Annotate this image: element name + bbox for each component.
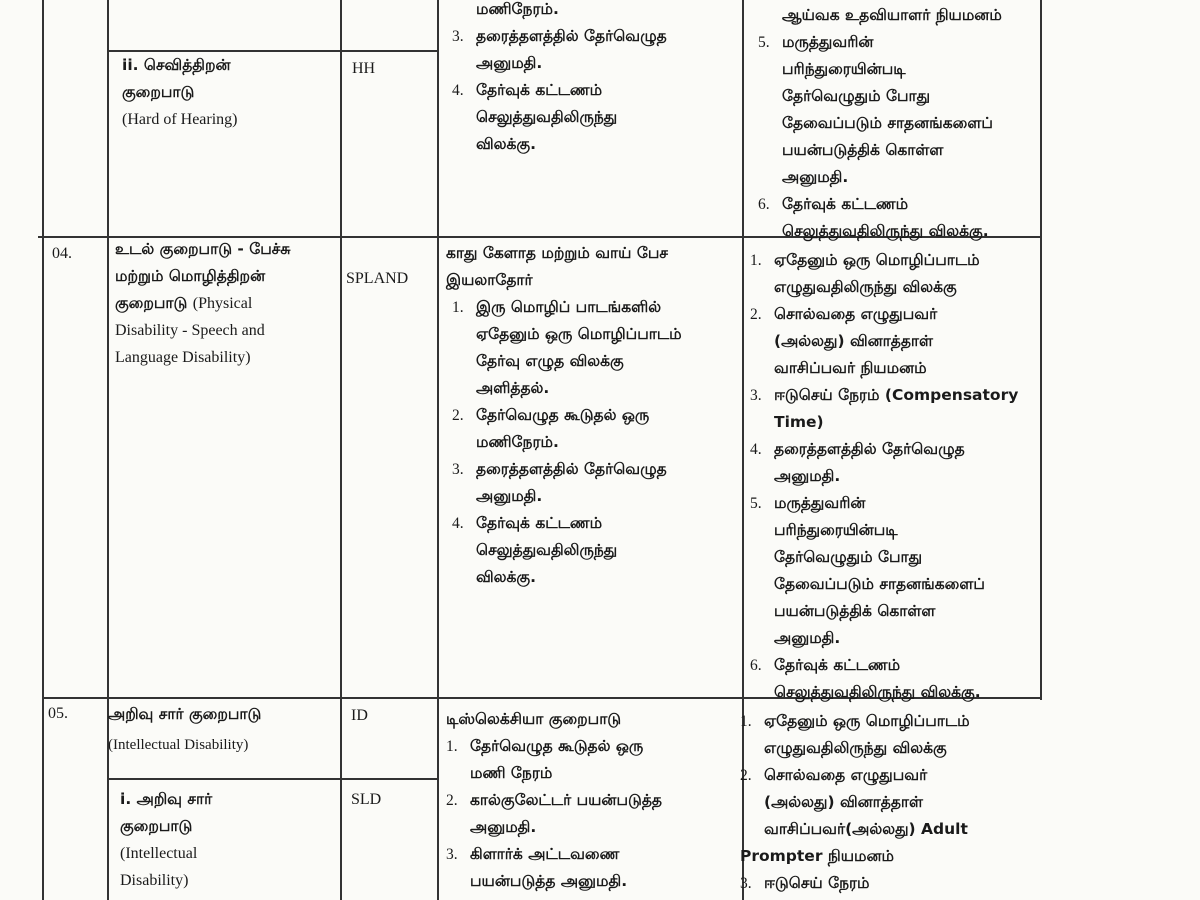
relief-line: ஆய்வக உதவியாளர் நியமனம் xyxy=(782,6,1002,24)
item-text: தேர்வுக் கட்டணம் செலுத்துவதிலிருந்து விலக்கு. xyxy=(774,656,981,701)
item-text: தரைத்தளத்தில் தேர்வெழுத அனுமதி. xyxy=(476,460,667,505)
item-number: 1. xyxy=(750,252,762,269)
col-divider xyxy=(340,0,342,900)
relief-item xyxy=(452,456,738,510)
relief-item xyxy=(740,762,1040,843)
hh-code: HH xyxy=(352,60,376,77)
col-divider xyxy=(437,0,439,900)
label-english: (Intellectual Disability) xyxy=(120,845,198,889)
item-number: 2. xyxy=(750,306,762,323)
relief-item xyxy=(750,301,1040,382)
item-text: தேர்வுக் கட்டணம் செலுத்துவதிலிருந்து விலக்கு. xyxy=(782,195,989,240)
item-number: 3. xyxy=(446,846,458,863)
relief-item xyxy=(750,490,1040,652)
relief-item xyxy=(446,841,716,895)
relief-item xyxy=(758,29,1043,191)
item-number: 3. xyxy=(740,875,752,892)
item-number: 6. xyxy=(750,657,762,674)
relief-item xyxy=(740,870,1040,897)
item-text: மருத்துவரின் பரிந்துரையின்படி தேர்வெழுதும் போது தேவைப்படும் சாதனங்களைப் பயன்படுத்திக் கொள்ள அனுமதி. xyxy=(782,33,993,186)
item-number: 3. xyxy=(452,461,464,478)
item-number: 3. xyxy=(452,28,464,45)
sld-code: SLD xyxy=(351,791,382,808)
relief-item xyxy=(452,402,738,456)
item-text: தேர்வுக் கட்டணம் செலுத்துவதிலிருந்து விலக்கு. xyxy=(476,514,618,586)
item-number: 3. xyxy=(750,387,762,404)
relief-line: Prompter நியமனம் xyxy=(740,847,894,865)
col-divider xyxy=(107,0,109,900)
row-number: 04. xyxy=(52,245,72,262)
relief-item xyxy=(446,733,716,787)
relief-item xyxy=(452,510,738,591)
row05-label xyxy=(108,701,261,759)
relief-item xyxy=(446,787,716,841)
item-text: மருத்துவரின் பரிந்துரையின்படி தேர்வெழுதும் போது தேவைப்படும் சாதனங்களைப் பயன்படுத்திக் கொள்ள அனுமதி. xyxy=(774,494,985,647)
row04-label xyxy=(115,236,340,371)
row05-reliefs xyxy=(446,706,716,895)
hh-label xyxy=(122,52,238,133)
item-number: 1. xyxy=(740,713,752,730)
item-number: 4. xyxy=(750,441,762,458)
row05-reliefs-2 xyxy=(740,708,1040,897)
label-english: (Hard of Hearing) xyxy=(122,111,238,128)
sld-label xyxy=(120,786,212,894)
item-text: சொல்வதை எழுதுபவர் (அல்லது) வினாத்தாள் வாசிப்பவர்(அல்லது) Adult xyxy=(764,766,968,838)
row04-code: SPLAND xyxy=(346,270,409,287)
top-reliefs xyxy=(452,0,737,158)
relief-heading: டிஸ்லெக்சியா குறைபாடு xyxy=(446,710,622,728)
item-number: 1. xyxy=(446,738,458,755)
relief-item xyxy=(758,191,1043,245)
row-number: 05. xyxy=(48,705,68,722)
relief-item xyxy=(452,23,737,77)
item-text: கிளார்க் அட்டவணை பயன்படுத்த அனுமதி. xyxy=(470,845,628,890)
item-number: 5. xyxy=(750,495,762,512)
row04-reliefs xyxy=(446,240,738,591)
label-english: (Physical Disability - Speech and Language Disability) xyxy=(115,295,265,366)
relief-item xyxy=(452,294,738,402)
relief-item xyxy=(750,247,1040,301)
item-text: கால்குலேட்டர் பயன்படுத்த அனுமதி. xyxy=(470,791,663,836)
row04-reliefs-2 xyxy=(750,247,1040,706)
item-text: ஈடுசெய் நேரம் xyxy=(764,874,870,892)
item-text: தரைத்தளத்தில் தேர்வெழுத அனுமதி. xyxy=(774,440,965,485)
item-number: 4. xyxy=(452,515,464,532)
item-number: 1. xyxy=(452,299,464,316)
label-tamil: i. அறிவு சார் குறைபாடு xyxy=(120,790,213,835)
item-number: 2. xyxy=(452,407,464,424)
label-tamil: உடல் குறைபாடு - பேச்சு மற்றும் மொழித்திறன் குறைபாடு xyxy=(115,240,291,312)
label-tamil: அறிவு சார் குறைபாடு xyxy=(108,705,262,723)
sub-row-divider xyxy=(107,778,438,780)
relief-line: மணிநேரம். xyxy=(476,0,559,18)
item-text: தேர்வெழுத கூடுதல் ஒரு மணிநேரம். xyxy=(476,406,650,451)
row05-code: ID xyxy=(351,707,368,724)
relief-item xyxy=(750,652,1040,706)
item-text: தரைத்தளத்தில் தேர்வெழுத அனுமதி. xyxy=(476,27,667,72)
item-text: ஏதேனும் ஒரு மொழிப்பாடம் எழுதுவதிலிருந்து விலக்கு xyxy=(774,251,980,296)
item-number: 2. xyxy=(740,767,752,784)
relief-item xyxy=(740,708,1040,762)
item-number: 2. xyxy=(446,792,458,809)
top-reliefs-2 xyxy=(758,2,1043,245)
item-number: 4. xyxy=(452,82,464,99)
item-text: தேர்வுக் கட்டணம் செலுத்துவதிலிருந்து விலக்கு. xyxy=(476,81,618,153)
label-english: (Intellectual Disability) xyxy=(108,737,249,753)
relief-item xyxy=(452,77,737,158)
relief-heading: காது கேளாத மற்றும் வாய் பேச இயலாதோர் xyxy=(446,244,668,289)
item-number: 6. xyxy=(758,196,770,213)
item-number: 5. xyxy=(758,34,770,51)
relief-item xyxy=(750,382,1040,436)
item-text: ஏதேனும் ஒரு மொழிப்பாடம் எழுதுவதிலிருந்து விலக்கு xyxy=(764,712,970,757)
item-text: சொல்வதை எழுதுபவர் (அல்லது) வினாத்தாள் வாசிப்பவர் நியமனம் xyxy=(774,305,938,377)
table-border-left xyxy=(42,0,44,900)
label-tamil: ii. செவித்திறன் குறைபாடு xyxy=(122,56,231,101)
item-text: ஈடுசெய் நேரம் (Compensatory Time) xyxy=(774,386,1019,431)
item-text: தேர்வெழுத கூடுதல் ஒரு மணி நேரம் xyxy=(470,737,644,782)
item-text: இரு மொழிப் பாடங்களில் ஏதேனும் ஒரு மொழிப்பாடம் தேர்வு எழுத விலக்கு அளித்தல். xyxy=(476,298,682,397)
relief-item xyxy=(750,436,1040,490)
